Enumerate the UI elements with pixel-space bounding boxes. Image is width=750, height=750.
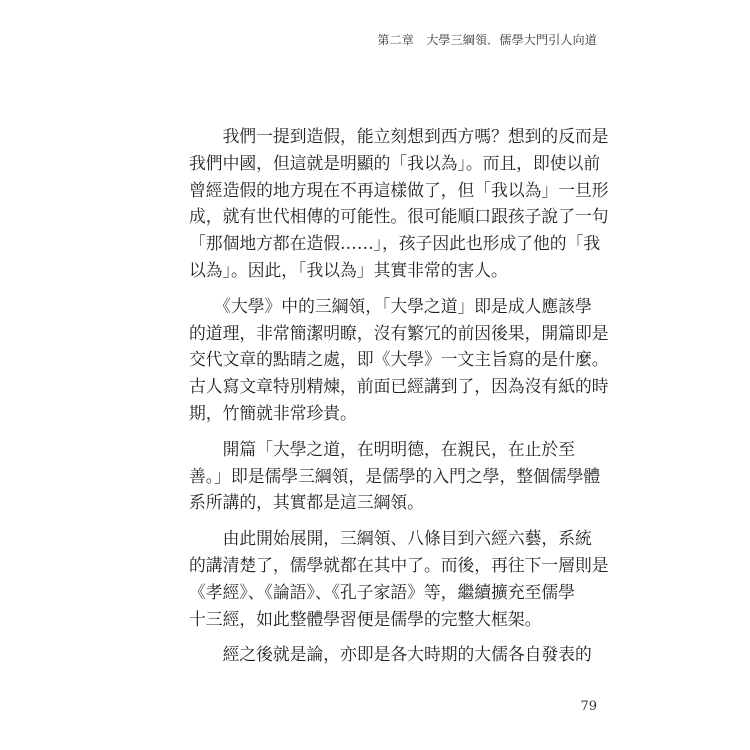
paragraph — [189, 123, 609, 284]
text-line: 期，竹簡就非常珍貴。 — [189, 402, 357, 423]
running-header: 第二章 大學三綱領．儒學大門引人向道 — [377, 33, 597, 47]
text-line: 的道理，非常簡潔明瞭，沒有繁冗的前因後果，開篇即是 — [189, 322, 609, 343]
text-line: 的講清楚了，儒學就都在其中了。而後，再往下一層則是 — [189, 554, 609, 575]
page-number: 79 — [580, 699, 597, 714]
paragraph — [189, 525, 609, 632]
text-line: 開篇「大學之道，在明明德，在親民，在止於至 — [189, 438, 575, 459]
text-line: 成，就有世代相傳的可能性。很可能順口跟孩子說了一句 — [189, 206, 609, 227]
text-line: 經之後就是論，亦即是各大時期的大儒各自發表的 — [189, 644, 592, 665]
text-line: 《大學》中的三綱領，「大學之道」即是成人應該學 — [189, 295, 592, 316]
paragraph — [189, 293, 609, 427]
text-line: 交代文章的點睛之處，即《大學》一文主旨寫的是什麼。 — [189, 349, 609, 370]
text-line: 以為」。因此，「我以為」其實非常的害人。 — [189, 259, 508, 280]
text-line: 古人寫文章特別精煉，前面已經講到了，因為沒有紙的時 — [189, 376, 609, 397]
text-line: 「那個地方都在造假……」，孩子因此也形成了他的「我 — [189, 233, 601, 254]
text-line: 由此開始展開，三綱領、八條目到六經六藝，系統 — [189, 528, 592, 549]
body-text — [189, 123, 609, 677]
text-line: 曾經造假的地方現在不再這樣做了，但「我以為」一旦形 — [189, 179, 609, 200]
paragraph — [189, 641, 592, 668]
text-line: 善。」即是儒學三綱領，是儒學的入門之學，整個儒學體 — [189, 465, 601, 486]
text-line: 十三經，如此整體學習便是儒學的完整大框架。 — [189, 608, 542, 629]
text-line: 《孝經》、《論語》、《孔子家語》等，繼續擴充至儒學 — [189, 581, 575, 602]
text-line: 我們一提到造假，能立刻想到西方嗎？想到的反而是 — [189, 126, 609, 146]
paragraph — [189, 436, 601, 516]
text-line: 系所講的，其實都是這三綱領。 — [189, 492, 424, 513]
text-line: 我們中國，但這就是明顯的「我以為」。而且，即使以前 — [189, 152, 601, 173]
